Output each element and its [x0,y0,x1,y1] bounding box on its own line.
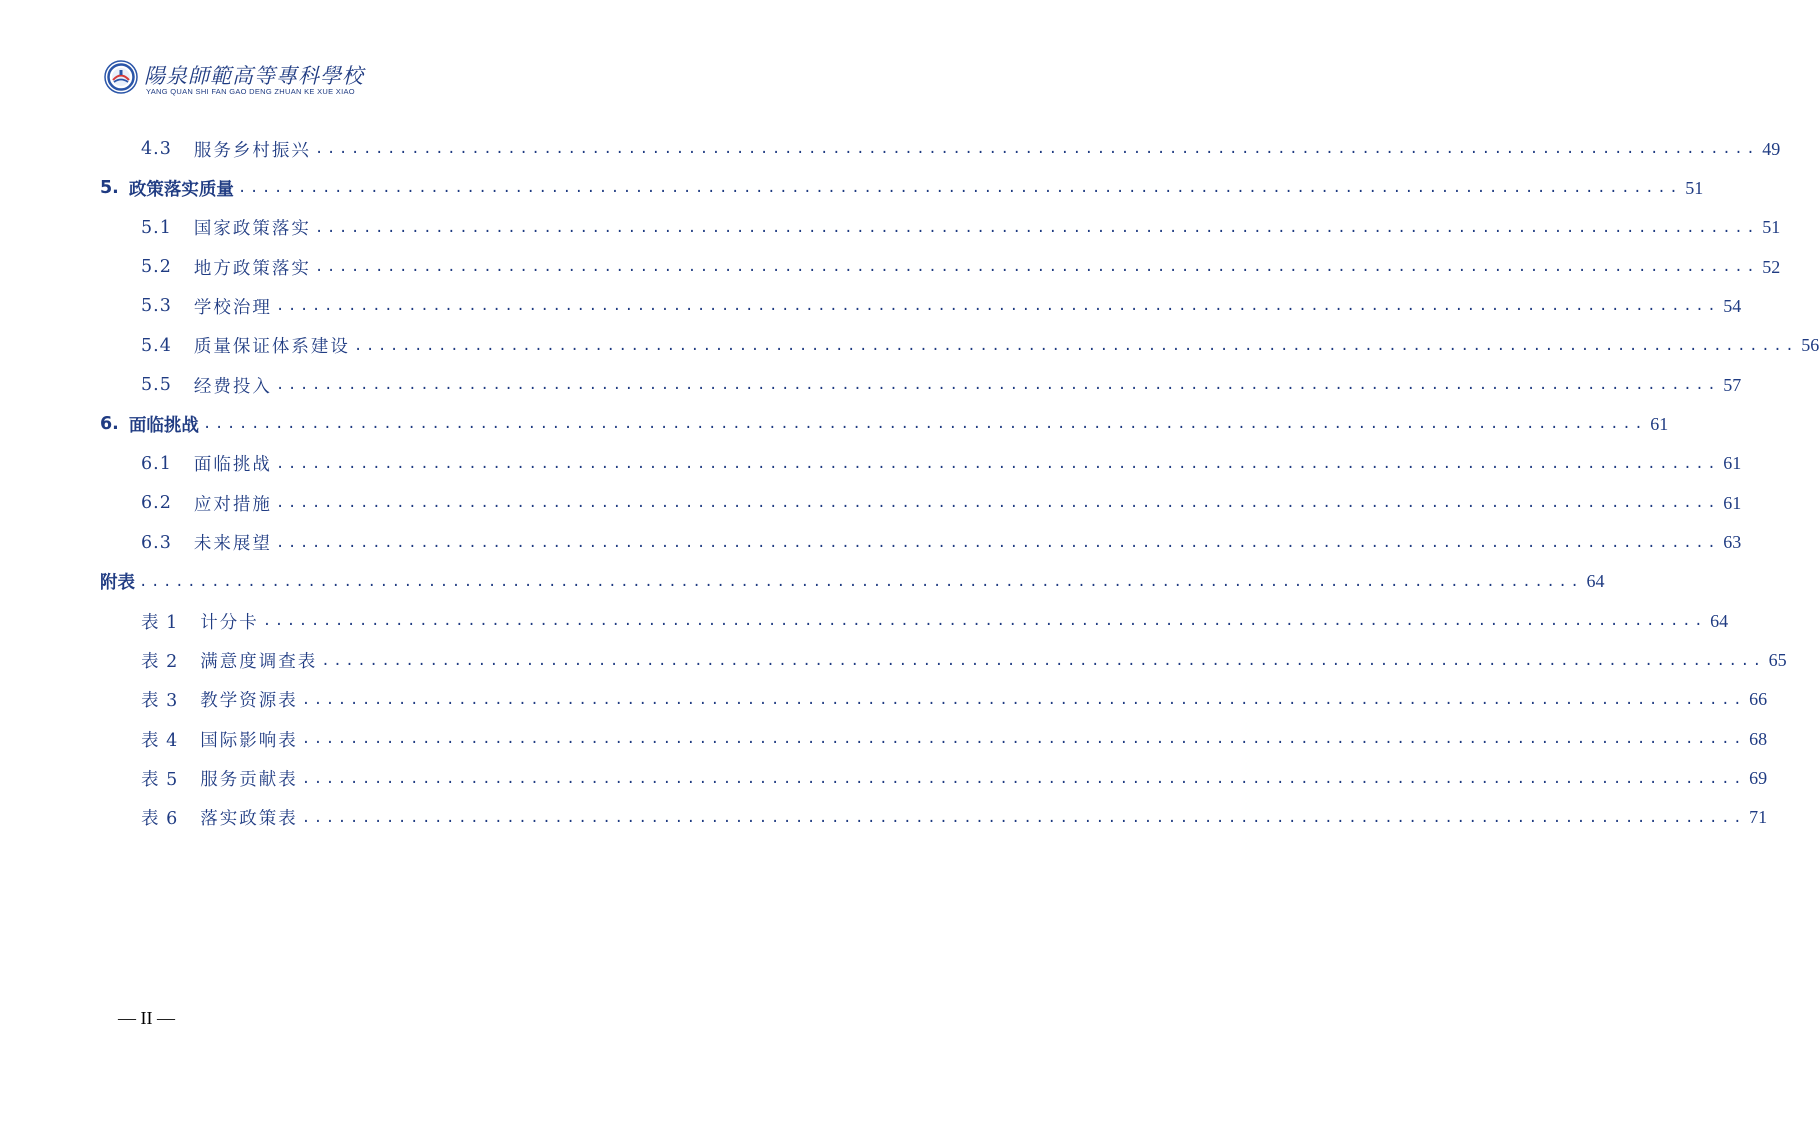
toc-entry-label [141,648,317,673]
toc-entry-number: 6. [100,414,119,435]
toc-entry[interactable] [0,567,1605,597]
toc-entry-number: 表 4 [141,730,179,751]
toc-entry[interactable] [0,409,1669,439]
toc-entry-title: 面临挑战 [128,415,199,436]
toc-entry[interactable] [0,173,1704,203]
toc-dot-leader: ........................................................................................................................ [301,770,1746,787]
toc-entry-number: 5.1 [141,217,172,238]
toc-entry-label [141,255,311,280]
toc-entry-title: 计分卡 [200,612,259,633]
toc-dot-leader: ........................................................................................................................ [275,495,1720,512]
toc-entry-number: 5. [100,178,119,199]
toc-dot-leader: ........................................................................................................................ [237,180,1682,197]
toc-dot-leader: ........................................................................................................................ [275,298,1720,315]
page-number-footer: — II — [118,1008,175,1028]
toc-entry-page-number: 68 [1749,728,1768,749]
toc-dot-leader: ........................................................................................................................ [139,573,1583,590]
toc-entry-page-number: 57 [1723,374,1742,395]
toc-entry[interactable] [0,488,1742,518]
toc-entry-page-number: 51 [1762,217,1781,238]
toc-dot-leader: ........................................................................................................................ [314,259,1759,276]
toc-entry-label [100,569,135,594]
toc-entry-number: 5.4 [141,335,172,356]
toc-dot-leader: ........................................................................................................................ [275,377,1720,394]
toc-entry-title: 面临挑战 [193,455,272,476]
toc-entry-page-number: 54 [1723,295,1742,316]
toc-entry-page-number: 64 [1710,610,1729,631]
toc-entry-page-number: 51 [1685,177,1704,198]
toc-entry-number: 6.2 [141,493,172,514]
toc-dot-leader: ........................................................................................................................ [202,416,1647,433]
toc-entry-label [141,766,298,791]
toc-entry-page-number: 61 [1650,413,1669,434]
toc-entry-title: 质量保证体系建设 [193,337,350,358]
toc-entry[interactable] [0,685,1768,715]
toc-entry-number: 5.2 [141,257,172,278]
toc-entry-label [141,727,298,752]
school-name-pinyin: YANG QUAN SHI FAN GAO DENG ZHUAN KE XUE XIAO [146,87,355,96]
toc-entry-page-number: 61 [1723,492,1742,513]
toc-entry-number: 5.5 [141,375,172,396]
toc-dot-leader: ........................................................................................................................ [314,141,1759,157]
toc-entry-label [141,333,350,358]
toc-entry-number: 表 1 [141,612,179,633]
toc-entry-page-number: 64 [1586,571,1605,592]
toc-entry-label [141,805,298,830]
school-emblem-icon [104,60,138,94]
toc-entry[interactable] [0,252,1781,282]
toc-entry-label [141,609,259,634]
toc-entry-title: 服务贡献表 [200,770,298,791]
toc-entry[interactable] [0,803,1768,833]
toc-entry[interactable] [0,646,1787,676]
toc-entry[interactable] [0,606,1729,636]
toc-entry-page-number: 63 [1723,532,1742,552]
toc-entry-page-number: 56 [1801,335,1819,356]
toc-dot-leader: ........................................................................................................................ [262,613,1707,630]
toc-entry-title: 教学资源表 [200,691,298,712]
toc-entry-title: 未来展望 [193,534,272,554]
toc-entry-page-number: 49 [1762,138,1781,159]
toc-entry-title: 地方政策落实 [193,258,311,279]
toc-entry-label [141,687,298,712]
toc-entry-label [141,373,272,398]
toc-entry-title: 附表 [100,573,135,594]
school-name-chinese: 陽泉師範高等專科學校 [144,64,364,88]
toc-entry-title: 国际影响表 [200,730,298,751]
toc-entry-label [141,530,272,555]
toc-dot-leader: ........................................................................................................................ [353,337,1798,354]
toc-entry-number: 表 6 [141,809,179,830]
toc-entry-page-number: 71 [1749,807,1768,828]
toc-entry-number: 4.3 [141,139,172,159]
toc-entry-page-number: 61 [1723,453,1742,474]
toc-entry-title: 经费投入 [193,376,272,397]
toc-entry-title: 服务乡村振兴 [193,140,311,161]
toc-entry-label [100,176,234,201]
toc-dot-leader: ........................................................................................................................ [275,534,1720,551]
toc-entry-title: 政策落实质量 [128,179,234,200]
toc-entry-page-number: 66 [1749,689,1768,710]
toc-entry[interactable] [0,449,1742,479]
toc-entry-label [141,215,311,240]
toc-entry-title: 学校治理 [193,297,272,318]
toc-entry-number: 6.3 [141,532,172,553]
toc-entry-label [141,451,272,476]
toc-entry[interactable] [0,291,1742,321]
toc-entry-title: 满意度调查表 [200,652,318,673]
toc-entry-label [141,491,272,516]
toc-entry-page-number: 52 [1762,256,1781,277]
toc-entry-label [141,294,272,319]
toc-entry[interactable] [0,331,1819,361]
toc-entry-title: 应对措施 [193,494,272,515]
toc-entry-number: 表 3 [141,691,179,712]
toc-entry[interactable] [0,724,1768,754]
toc-entry-title: 落实政策表 [200,809,298,830]
toc-dot-leader: ........................................................................................................................ [301,809,1746,826]
toc-entry-label [100,412,199,437]
toc-entry[interactable] [0,764,1768,794]
toc-entry[interactable] [0,134,1781,164]
toc-dot-leader: ........................................................................................................................ [275,455,1720,472]
toc-entry-label [141,137,311,162]
toc-entry-number: 表 2 [141,652,179,673]
toc-dot-leader: ........................................................................................................................ [301,691,1746,708]
toc-entry-number: 6.1 [141,453,172,474]
toc-entry-title: 国家政策落实 [193,219,311,240]
toc-entry-number: 5.3 [141,296,172,317]
toc-entry[interactable] [0,213,1781,243]
toc-entry-page-number: 69 [1749,768,1768,789]
toc-dot-leader: ........................................................................................................................ [301,731,1746,748]
page-header [100,58,400,104]
toc-entry-number: 表 5 [141,770,179,791]
toc-entry[interactable] [0,528,1742,558]
toc-dot-leader: ........................................................................................................................ [314,219,1759,236]
toc-dot-leader: ........................................................................................................................ [321,652,1765,669]
toc-entry-page-number: 65 [1768,650,1787,671]
toc-entry[interactable] [0,370,1742,400]
